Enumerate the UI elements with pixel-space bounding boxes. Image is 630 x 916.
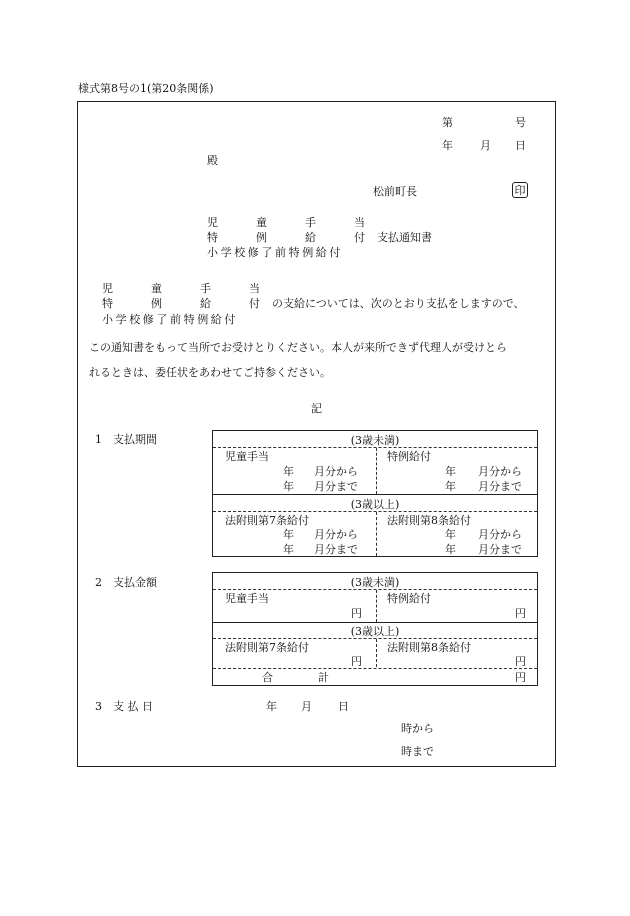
body-paragraph-2: れるときは、委任状をあわせてご持参ください。: [89, 366, 331, 379]
period-year-marker: 年: [445, 480, 456, 493]
period-from-marker: 月分から: [314, 528, 358, 541]
payday-day: 日: [338, 700, 349, 713]
title-char: 当: [354, 216, 365, 229]
period-year-marker: 年: [445, 543, 456, 556]
title-char: 童: [256, 216, 267, 229]
period-to-marker: 月分まで: [314, 543, 358, 556]
period-year-marker: 年: [445, 528, 456, 541]
payday-year: 年: [266, 700, 277, 713]
period-hou7-label: 法附則第7条給付: [225, 514, 309, 527]
title-char: 付: [354, 231, 365, 244]
ki-heading: 記: [311, 402, 322, 415]
date-day: 日: [515, 139, 526, 152]
body-char: 特: [102, 297, 113, 310]
title-char: 例: [256, 231, 267, 244]
period-year-marker: 年: [445, 465, 456, 478]
title-line-3: 小学校修了前特例給付: [207, 246, 343, 259]
period-year-marker: 年: [283, 465, 294, 478]
body-char: 付: [249, 297, 260, 310]
title-line-1: [207, 217, 365, 228]
body-char: 給: [200, 297, 211, 310]
divider: [376, 448, 377, 494]
period-to-marker: 月分まで: [314, 480, 358, 493]
yen-marker: 円: [351, 655, 362, 668]
yen-marker: 円: [515, 607, 526, 620]
period-hou8-label: 法附則第8条給付: [387, 514, 471, 527]
payday-time-from: 時から: [401, 722, 434, 735]
period-year-marker: 年: [283, 528, 294, 541]
period-to-marker: 月分まで: [478, 480, 522, 493]
amount-hou8-label: 法附則第8条給付: [387, 641, 471, 654]
divider: [376, 639, 377, 667]
period-jido-label: 児童手当: [225, 450, 269, 463]
divider: [213, 589, 537, 590]
yen-marker: 円: [515, 655, 526, 668]
divider: [213, 668, 537, 669]
body-char: 児: [102, 282, 113, 295]
title-char: 給: [305, 231, 316, 244]
payday-time-to: 時まで: [401, 745, 434, 758]
yen-marker: 円: [351, 607, 362, 620]
body-char: 例: [151, 297, 162, 310]
title-line-2: [207, 232, 365, 243]
body-char: 童: [151, 282, 162, 295]
period-under3-caption: (3歳未満): [350, 434, 400, 447]
title-char: 児: [207, 216, 218, 229]
total-label-a: 合: [262, 671, 273, 684]
title-char: 特: [207, 231, 218, 244]
title-suffix: 支払通知書: [377, 231, 432, 244]
divider: [213, 638, 537, 639]
doc-number-dai: 第: [442, 116, 453, 129]
period-tokurei-label: 特例給付: [387, 450, 431, 463]
divider: [376, 512, 377, 556]
section2-label: 2 支払金額: [95, 576, 157, 589]
divider: [213, 494, 537, 495]
date-month: 月: [480, 139, 491, 152]
seal-text: 印: [514, 184, 526, 197]
body-char: 当: [249, 282, 260, 295]
amount-jido-label: 児童手当: [225, 592, 269, 605]
period-to-marker: 月分まで: [478, 543, 522, 556]
issuer-name: 松前町長: [373, 185, 417, 198]
period-year-marker: 年: [283, 480, 294, 493]
title-char: 手: [305, 216, 316, 229]
body-line-2-suffix: の支給については、次のとおり支払をしますので、: [272, 297, 525, 310]
body-line-2: [102, 298, 260, 309]
amount-tokurei-label: 特例給付: [387, 592, 431, 605]
body-line-1: [102, 283, 260, 294]
payday-month: 月: [301, 700, 312, 713]
divider: [213, 511, 537, 512]
total-label-b: 計: [318, 671, 329, 684]
period-year-marker: 年: [283, 543, 294, 556]
body-paragraph-1: この通知書をもって当所でお受けとりください。本人が来所できず代理人が受けとら: [89, 341, 507, 354]
body-line-3: 小学校修了前特例給付: [102, 313, 238, 326]
amount-under3-caption: (3歳未満): [350, 576, 400, 589]
body-char: 手: [200, 282, 211, 295]
divider: [376, 590, 377, 622]
seal-stamp: [512, 182, 528, 198]
yen-marker: 円: [515, 671, 526, 684]
form-label: 様式第8号の1(第20条関係): [78, 82, 214, 95]
period-over3-caption: (3歳以上): [350, 498, 400, 511]
amount-table: [212, 572, 538, 686]
divider: [213, 622, 537, 623]
period-from-marker: 月分から: [478, 465, 522, 478]
section3-label: 3 支 払 日: [95, 700, 153, 713]
section1-label: 1 支払期間: [95, 433, 157, 446]
period-from-marker: 月分から: [478, 528, 522, 541]
amount-hou7-label: 法附則第7条給付: [225, 641, 309, 654]
amount-over3-caption: (3歳以上): [350, 625, 400, 638]
addressee-dono: 殿: [207, 154, 218, 167]
doc-number-go: 号: [515, 116, 526, 129]
divider: [213, 447, 537, 448]
period-table: [212, 430, 538, 557]
date-year: 年: [442, 139, 453, 152]
period-from-marker: 月分から: [314, 465, 358, 478]
